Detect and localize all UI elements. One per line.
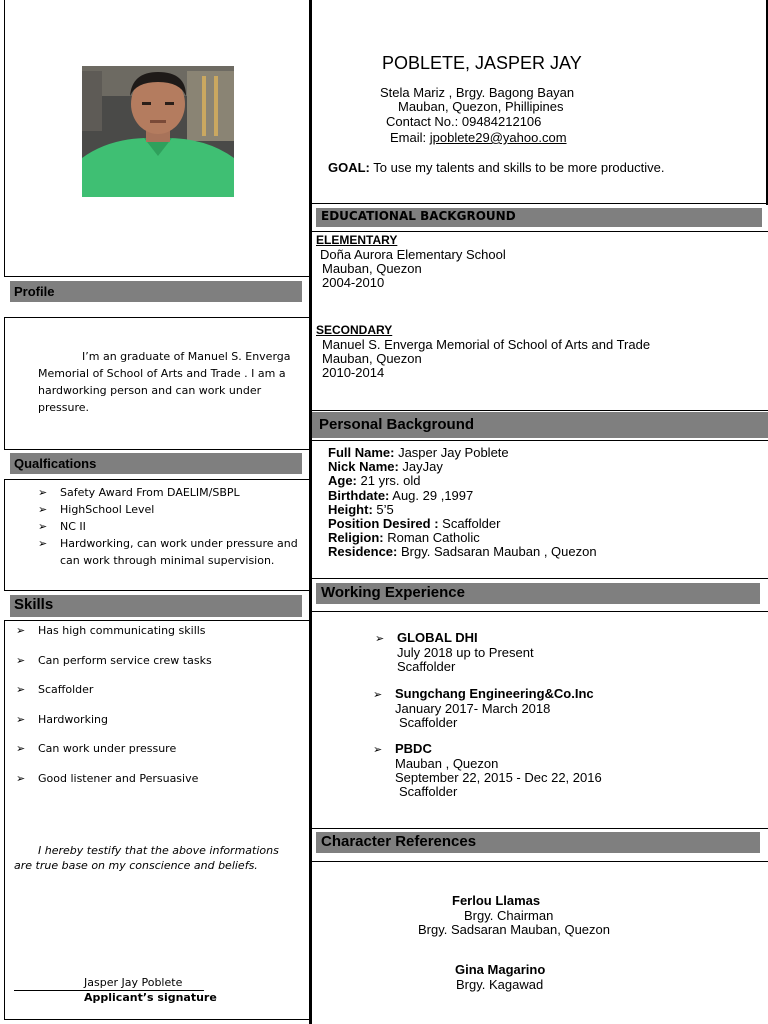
field-birthdate: Birthdate: Aug. 29 ,1997 <box>328 487 474 503</box>
divider-work <box>312 578 768 579</box>
divider-edu-bottom <box>312 231 768 232</box>
arrow-bullet-icon: ➢ <box>375 633 385 645</box>
secondary-label: SECONDARY <box>316 323 393 337</box>
field-age: Age: 21 yrs. old <box>328 473 421 489</box>
references-header: Character References <box>316 832 760 853</box>
arrow-bullet-icon: ➢ <box>16 683 26 696</box>
address-line-1: Stela Mariz , Brgy. Bagong Bayan <box>380 85 575 100</box>
arrow-bullet-icon: ➢ <box>38 503 48 516</box>
applicant-name: POBLETE, JASPER JAY <box>382 53 582 73</box>
personal-fields <box>328 446 597 560</box>
reference-name: Gina Magarino <box>455 962 546 977</box>
job-role: Scaffolder <box>399 715 458 730</box>
divider-refs <box>312 828 768 829</box>
job-dates: September 22, 2015 - Dec 22, 2016 <box>395 770 602 785</box>
profile-text-content: I’m an graduate of Manuel S. Enverga Memorial of School of Arts and Trade . I am a hardworking person and can work under pressure. <box>38 350 291 414</box>
job-1 <box>375 631 534 674</box>
contact-number: Contact No.: 09484212106 <box>386 114 542 129</box>
reference-2 <box>312 963 768 992</box>
reference-1 <box>312 894 768 938</box>
elementary-years: 2004-2010 <box>322 275 385 290</box>
profile-photo <box>82 66 234 197</box>
job-place: Mauban , Quezon <box>395 756 499 771</box>
divider-work-bottom <box>312 611 768 612</box>
signature-name: Jasper Jay Poblete <box>84 976 183 989</box>
job-role: Scaffolder <box>397 659 456 674</box>
arrow-bullet-icon: ➢ <box>373 744 383 756</box>
goal-text: To use my talents and skills to be more productive. <box>369 160 665 175</box>
email-link[interactable]: jpoblete29@yahoo.com <box>429 130 567 145</box>
job-dates: July 2018 up to Present <box>397 645 534 660</box>
list-item: ➢ Hardworking <box>16 712 108 726</box>
email-label: Email: <box>390 130 430 145</box>
divider-refs-bottom <box>312 861 768 862</box>
field-position: Position Desired : Scaffolder <box>328 516 501 532</box>
qualifications-header: Qualfications <box>10 453 302 474</box>
job-dates: January 2017- March 2018 <box>395 701 551 716</box>
goal <box>328 160 664 175</box>
skills-list <box>16 623 302 786</box>
arrow-bullet-icon: ➢ <box>38 537 48 550</box>
divider-personal <box>312 410 768 411</box>
arrow-bullet-icon: ➢ <box>16 771 26 785</box>
job-role: Scaffolder <box>399 784 458 799</box>
signature-label: Applicant’s signature <box>84 991 217 1004</box>
arrow-bullet-icon: ➢ <box>16 653 26 667</box>
secondary-place: Mauban, Quezon <box>322 351 422 366</box>
profile-text <box>38 348 296 416</box>
reference-address: Brgy. Sadsaran Mauban, Quezon <box>418 922 610 937</box>
job-company: ➢ GLOBAL DHI <box>375 630 478 645</box>
profile-header: Profile <box>10 281 302 302</box>
secondary-years: 2010-2014 <box>322 365 385 380</box>
address-line-2: Mauban, Quezon, Phillipines <box>398 99 564 114</box>
goal-label: GOAL: <box>328 160 370 175</box>
list-item: ➢ Can work under pressure <box>16 742 177 755</box>
email-line <box>390 130 567 145</box>
list-item: ➢ Can perform service crew tasks <box>16 653 212 667</box>
list-item: ➢ Safety Award From DAELIM/SBPL <box>38 486 240 499</box>
job-company: ➢ Sungchang Engineering&Co.Inc <box>373 686 594 701</box>
personal-header: Personal Background <box>312 412 768 438</box>
column-divider <box>309 0 312 1024</box>
elementary-label: ELEMENTARY <box>316 233 398 247</box>
reference-name: Ferlou Llamas <box>452 893 541 908</box>
list-item: ➢ Scaffolder <box>16 683 94 696</box>
list-item: ➢ Good listener and Persuasive <box>16 771 199 785</box>
list-item: ➢ Hardworking, can work under pressure and can work through minimal supervision. <box>38 537 298 567</box>
qualifications-list <box>38 484 304 569</box>
skills-header: Skills <box>10 595 302 617</box>
job-3 <box>373 742 602 799</box>
work-header: Working Experience <box>316 583 760 604</box>
divider-edu-top <box>312 203 768 204</box>
elementary-place: Mauban, Quezon <box>322 261 422 276</box>
elementary-school: Doña Aurora Elementary School <box>320 247 506 262</box>
testimony: I hereby testify that the above informations are true base on my conscience and beliefs. <box>14 844 279 872</box>
arrow-bullet-icon: ➢ <box>16 742 26 755</box>
field-religion: Religion: Roman Catholic <box>328 530 480 546</box>
secondary-school: Manuel S. Enverga Memorial of School of Arts and Trade <box>322 337 651 352</box>
arrow-bullet-icon: ➢ <box>16 712 26 726</box>
arrow-bullet-icon: ➢ <box>16 624 26 637</box>
education-header: EDUCATIONAL BACKGROUND <box>316 208 762 227</box>
job-2 <box>373 687 594 730</box>
reference-title: Brgy. Kagawad <box>456 976 544 992</box>
list-item: ➢ Has high communicating skills <box>16 624 206 637</box>
divider-personal-bottom <box>312 440 768 441</box>
arrow-bullet-icon: ➢ <box>38 486 48 499</box>
job-company: ➢ PBDC <box>373 741 432 756</box>
reference-title: Brgy. Chairman <box>464 907 554 923</box>
arrow-bullet-icon: ➢ <box>373 689 383 701</box>
person-photo-icon <box>82 66 234 197</box>
field-residence: Residence: Brgy. Sadsaran Mauban , Quezon <box>328 544 597 560</box>
list-item: ➢ NC II <box>38 520 86 533</box>
field-full-name: Full Name: Jasper Jay Poblete <box>328 445 509 460</box>
list-item: ➢ HighSchool Level <box>38 503 155 516</box>
field-nick-name: Nick Name: JayJay <box>328 459 443 475</box>
arrow-bullet-icon: ➢ <box>38 520 48 533</box>
field-height: Height: 5’5 <box>328 501 394 517</box>
